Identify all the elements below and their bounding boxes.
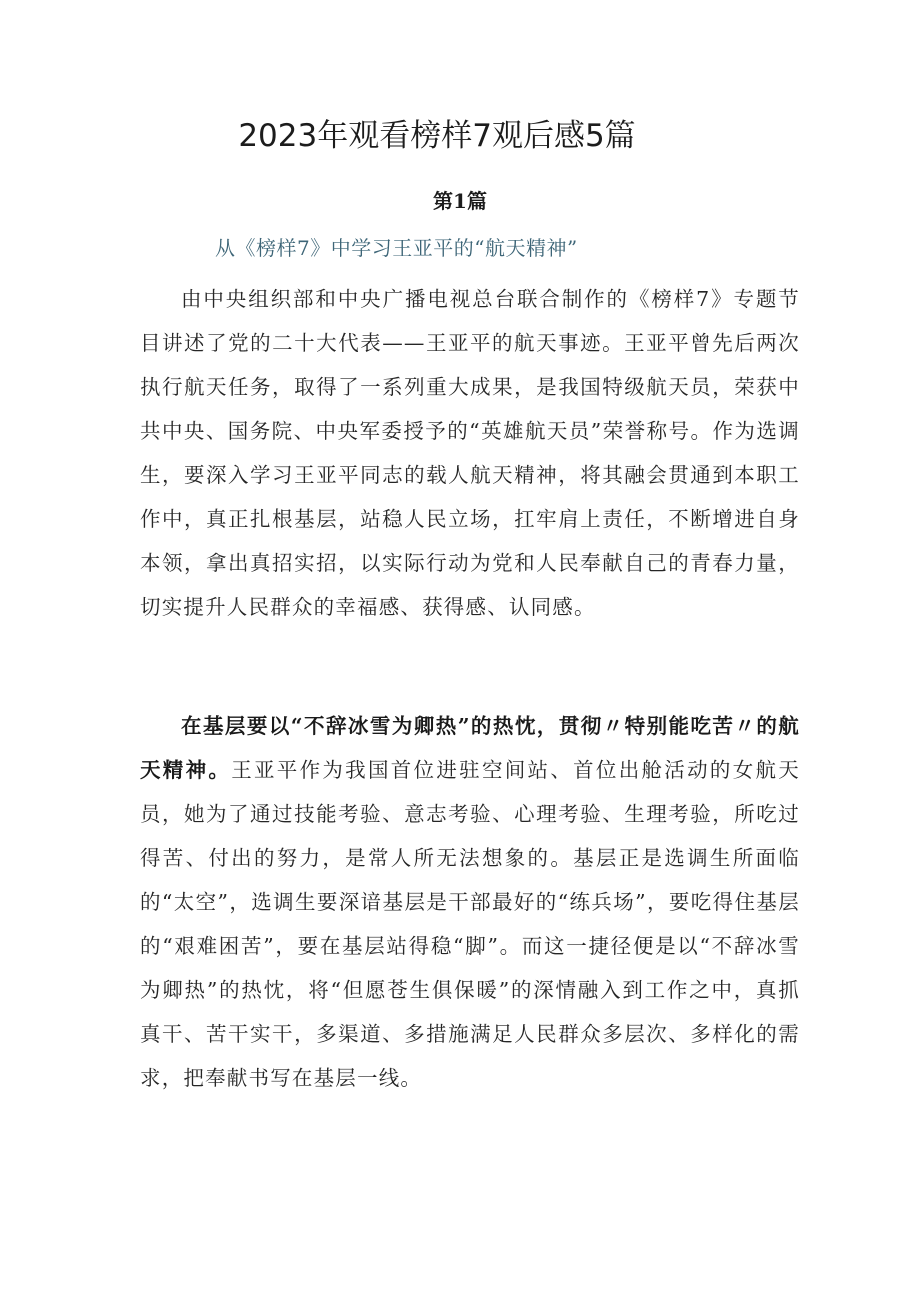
body-paragraph-1: 由中央组织部和中央广播电视总台联合制作的《榜样7》专题节目讲述了党的二十大代表——王亚平的航天事迹。王亚平曾先后两次执行航天任务，取得了一系列重大成果，是我国特级航天员，荣获中共中央、国务院、中央军委授予的“英雄航天员”荣誉称号。作为选调生，要深入学习王亚平同志的载人航天精神，将其融会贯通到本职工作中，真正扎根基层，站稳人民立场，扛牢肩上责任，不断增进自身本领，拿出真招实招，以实际行动为党和人民奉献自己的青春力量，切实提升人民群众的幸福感、获得感、认同感。 [140, 287, 800, 619]
article-subtitle: 从《榜样7》中学习王亚平的“航天精神” [215, 236, 578, 260]
paragraph-body-text: 王亚平作为我国首位进驻空间站、首位出舱活动的女航天员，她为了通过技能考验、意志考验、心理考验、生理考验，所吃过得苦、付出的努力，是常人所无法想象的。基层正是选调生所面临的“太空”，选调生要深谙基层是干部最好的“练兵场”，要吃得住基层的“艰难困苦”，要在基层站得稳“脚”。而这一捷径便是以“不辞冰雪为卿热”的热忱，将“但愿苍生俱保暖”的深情融入到工作之中，真抓真干、苦干实干，多渠道、多措施满足人民群众多层次、多样化的需求，把奉献书写在基层一线。 [140, 758, 800, 1090]
section-heading: 第1篇 [433, 189, 487, 213]
document-title: 2023年观看榜样7观后感5篇 [238, 118, 636, 154]
body-paragraph-2 [140, 704, 800, 1100]
paragraph-lead-sentence: 在基层要以“不辞冰雪为卿热”的热忱，贯彻〃特别能吃苦〃的航天精神。 [140, 714, 800, 782]
